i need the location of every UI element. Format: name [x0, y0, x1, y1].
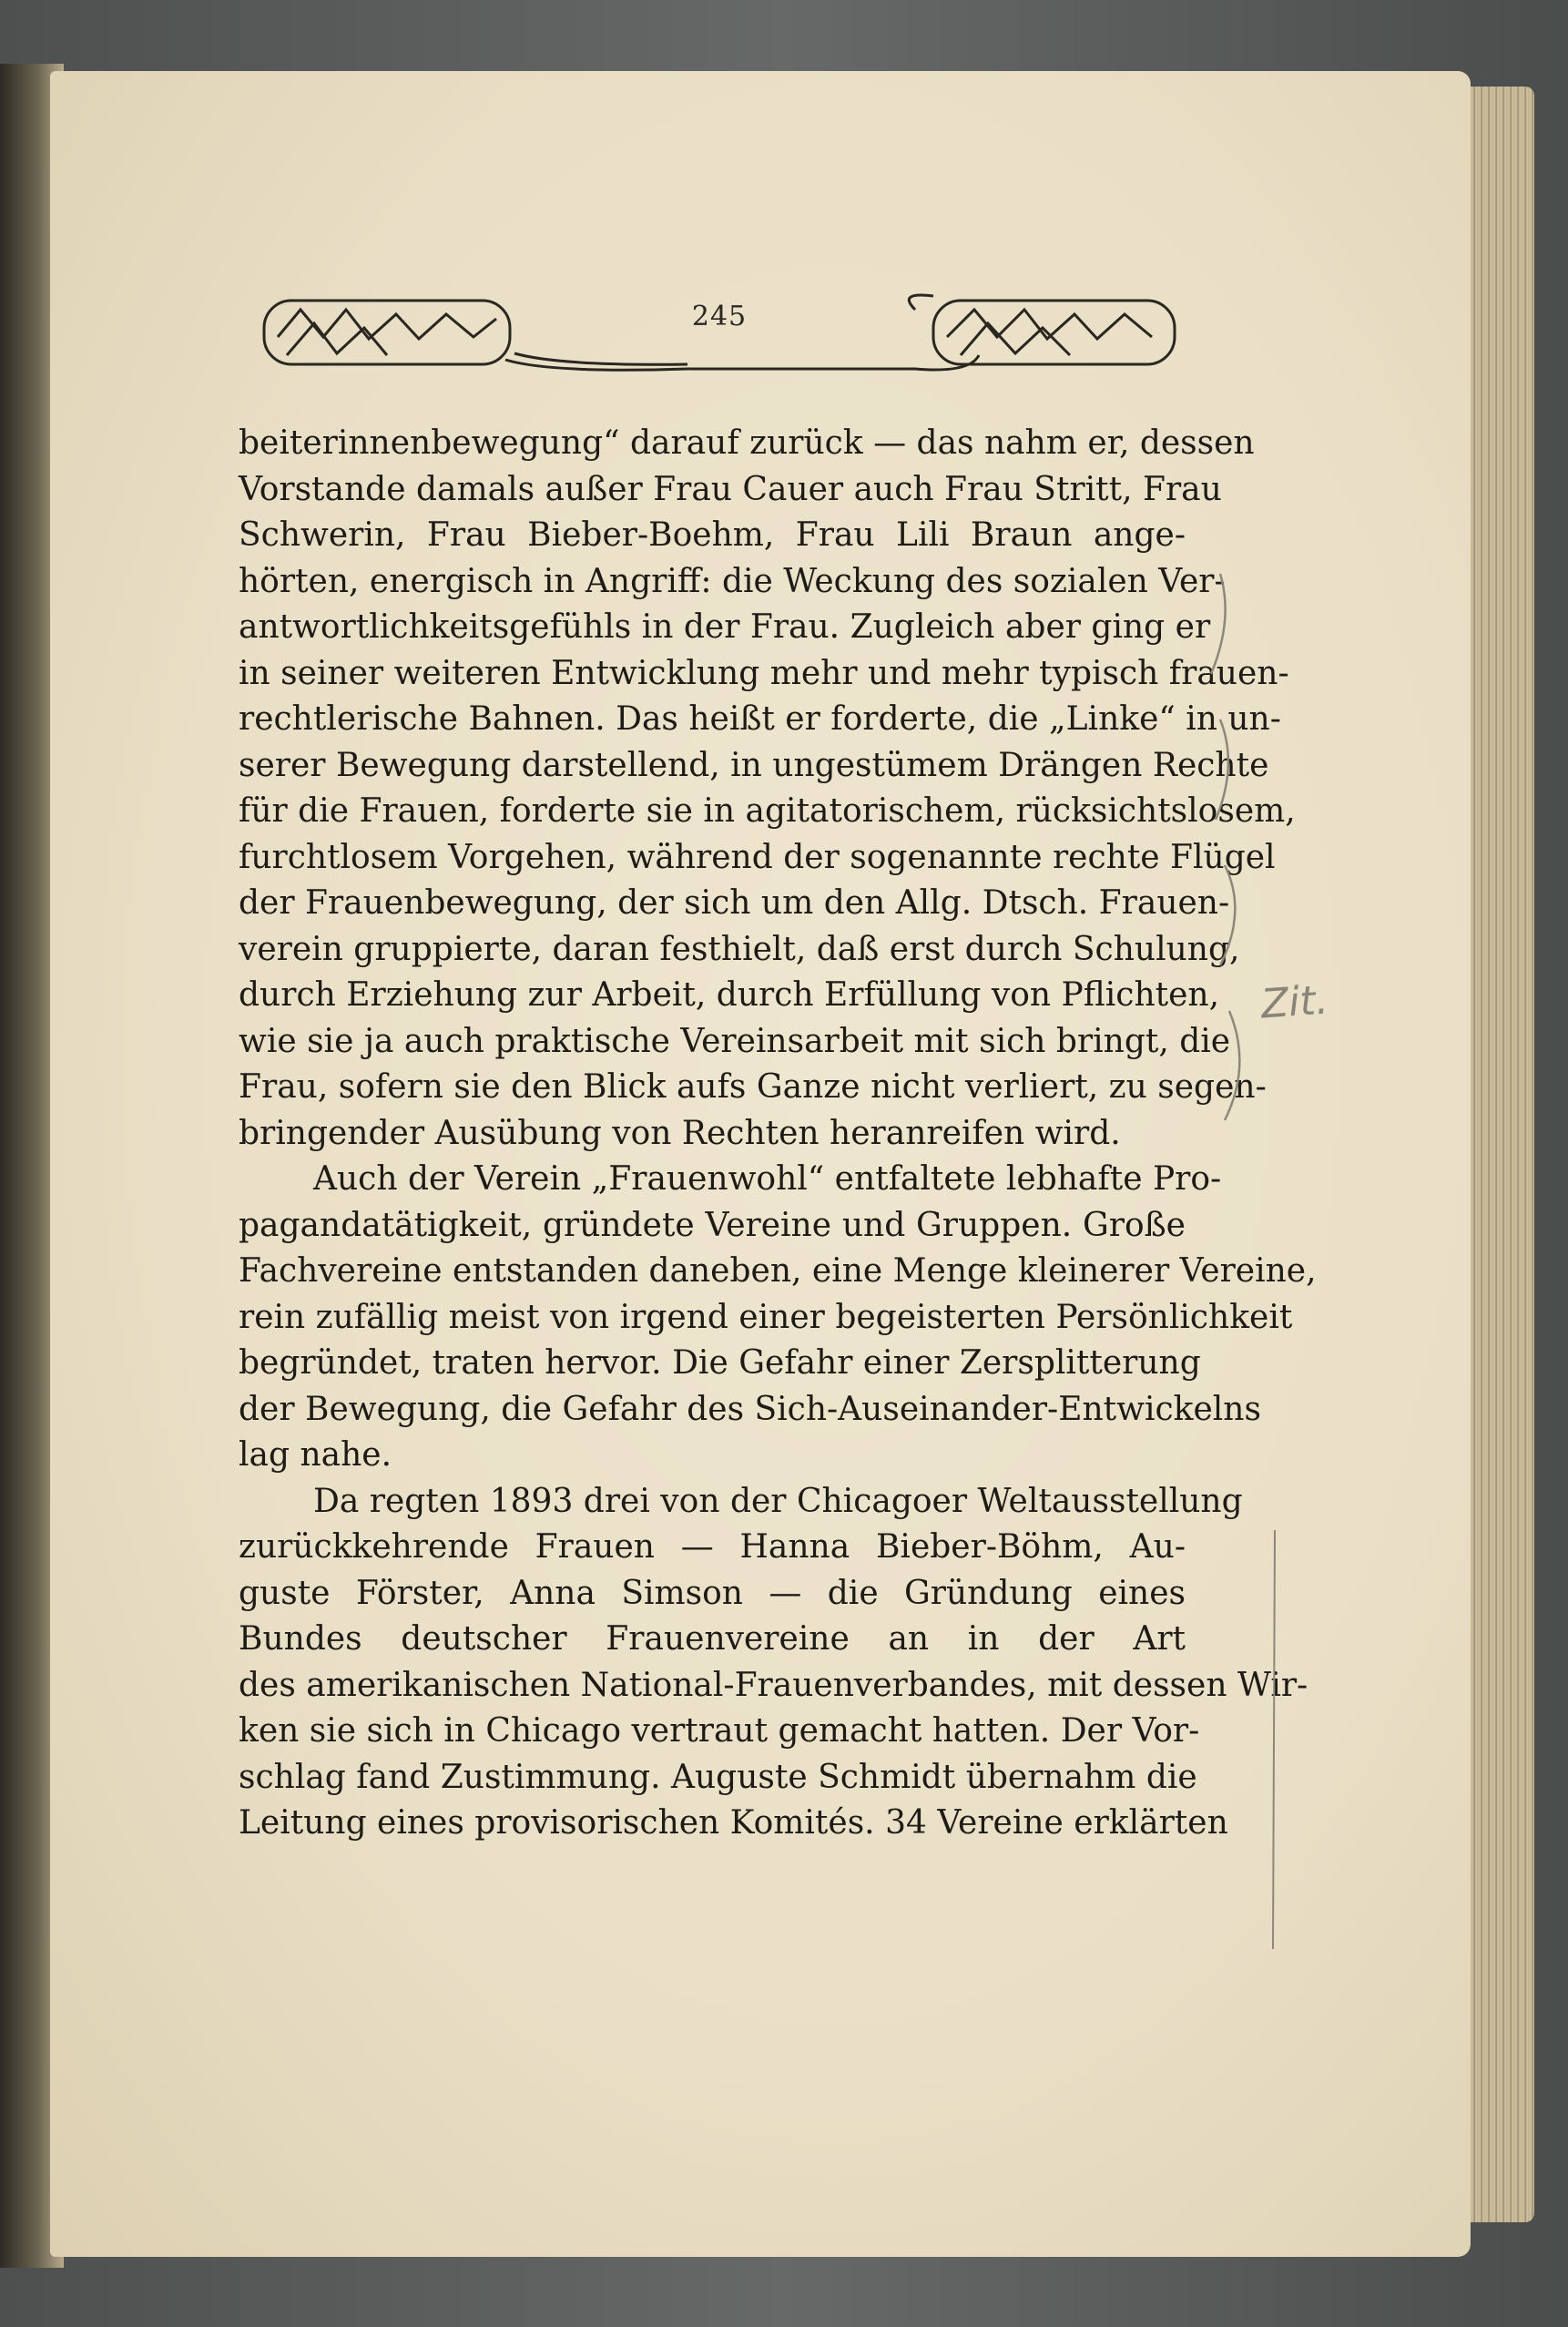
pencil-margin-note: Zit. — [1259, 976, 1330, 1028]
text-line: beiterinnenbewegung“ darauf zurück — das nahm er, dessen — [239, 424, 1255, 462]
text-line: schlag fand Zustimmung. Auguste Schmidt übernahm die — [239, 1758, 1197, 1796]
text-line: Leitung eines provisorischen Komités. 34 Vereine erklärten — [239, 1804, 1228, 1842]
pencil-marginal-bracket — [1184, 565, 1293, 1202]
text-line: Auch der Verein „Frauenwohl“ entfaltete lebhafte Pro- — [313, 1160, 1222, 1198]
pencil-margin-line — [1261, 1530, 1288, 1949]
text-line: rein zufällig meist von irgend einer begeisterten Persönlichkeit — [239, 1298, 1293, 1336]
text-line: verein gruppierte, daran festhielt, daß erst durch Schulung, — [239, 930, 1240, 968]
text-line: der Bewegung, die Gefahr des Sich-Auseinander-Entwickelns — [239, 1390, 1261, 1428]
text-line: in seiner weiteren Entwicklung mehr und mehr typisch frauen- — [239, 654, 1289, 692]
page-edges — [1471, 87, 1534, 2222]
text-line: des amerikanischen National-Frauenverbandes, mit dessen Wir- — [239, 1666, 1308, 1704]
text-line: hörten, energisch in Angriff: die Weckung des sozialen Ver- — [239, 562, 1226, 600]
text-line: Frau, sofern sie den Blick aufs Ganze nicht verliert, zu segen- — [239, 1068, 1267, 1106]
text-line: wie sie ja auch praktische Vereinsarbeit mit sich bringt, die — [239, 1022, 1231, 1060]
text-line: der Frauenbewegung, der sich um den Allg. Dtsch. Frauen- — [239, 884, 1230, 922]
text-line: Da regten 1893 drei von der Chicagoer Weltausstellung — [313, 1482, 1243, 1520]
text-line: ken sie sich in Chicago vertraut gemacht hatten. Der Vor- — [239, 1712, 1200, 1750]
text-line: Fachvereine entstanden daneben, eine Menge kleinerer Vereine, — [239, 1252, 1317, 1290]
text-line: serer Bewegung darstellend, in ungestümem Drängen Rechte — [239, 746, 1269, 784]
text-line: Vorstande damals außer Frau Cauer auch Frau Stritt, Frau — [239, 470, 1222, 508]
text-line: pagandatätigkeit, gründete Vereine und Gruppen. Große — [239, 1206, 1186, 1244]
text-line: begründet, traten hervor. Die Gefahr einer Zersplitterung — [239, 1344, 1201, 1382]
text-line: bringender Ausübung von Rechten heranreifen wird. — [239, 1114, 1121, 1152]
text-line: rechtlerische Bahnen. Das heißt er forderte, die „Linke“ in un- — [239, 700, 1281, 738]
text-line: für die Frauen, forderte sie in agitatorischem, rücksichtslosem, — [239, 792, 1296, 830]
text-line: Schwerin, Frau Bieber-Boehm, Frau Lili Braun ange- — [239, 516, 1186, 554]
text-line: guste Förster, Anna Simson — die Gründung eines — [239, 1574, 1186, 1612]
text-line: zurückkehrende Frauen — Hanna Bieber-Böhm, Au- — [239, 1528, 1186, 1566]
page-number: 245 — [691, 301, 748, 332]
text-line: Bundes deutscher Frauenvereine an in der Art — [239, 1620, 1186, 1658]
text-line: durch Erziehung zur Arbeit, durch Erfüllung von Pflichten, — [239, 976, 1220, 1014]
text-line: antwortlichkeitsgefühls in der Frau. Zugleich aber ging er — [239, 608, 1211, 646]
text-line: lag nahe. — [239, 1436, 392, 1474]
text-line: furchtlosem Vorgehen, während der sogenannte rechte Flügel — [239, 838, 1276, 876]
header-ornament — [260, 282, 1179, 387]
